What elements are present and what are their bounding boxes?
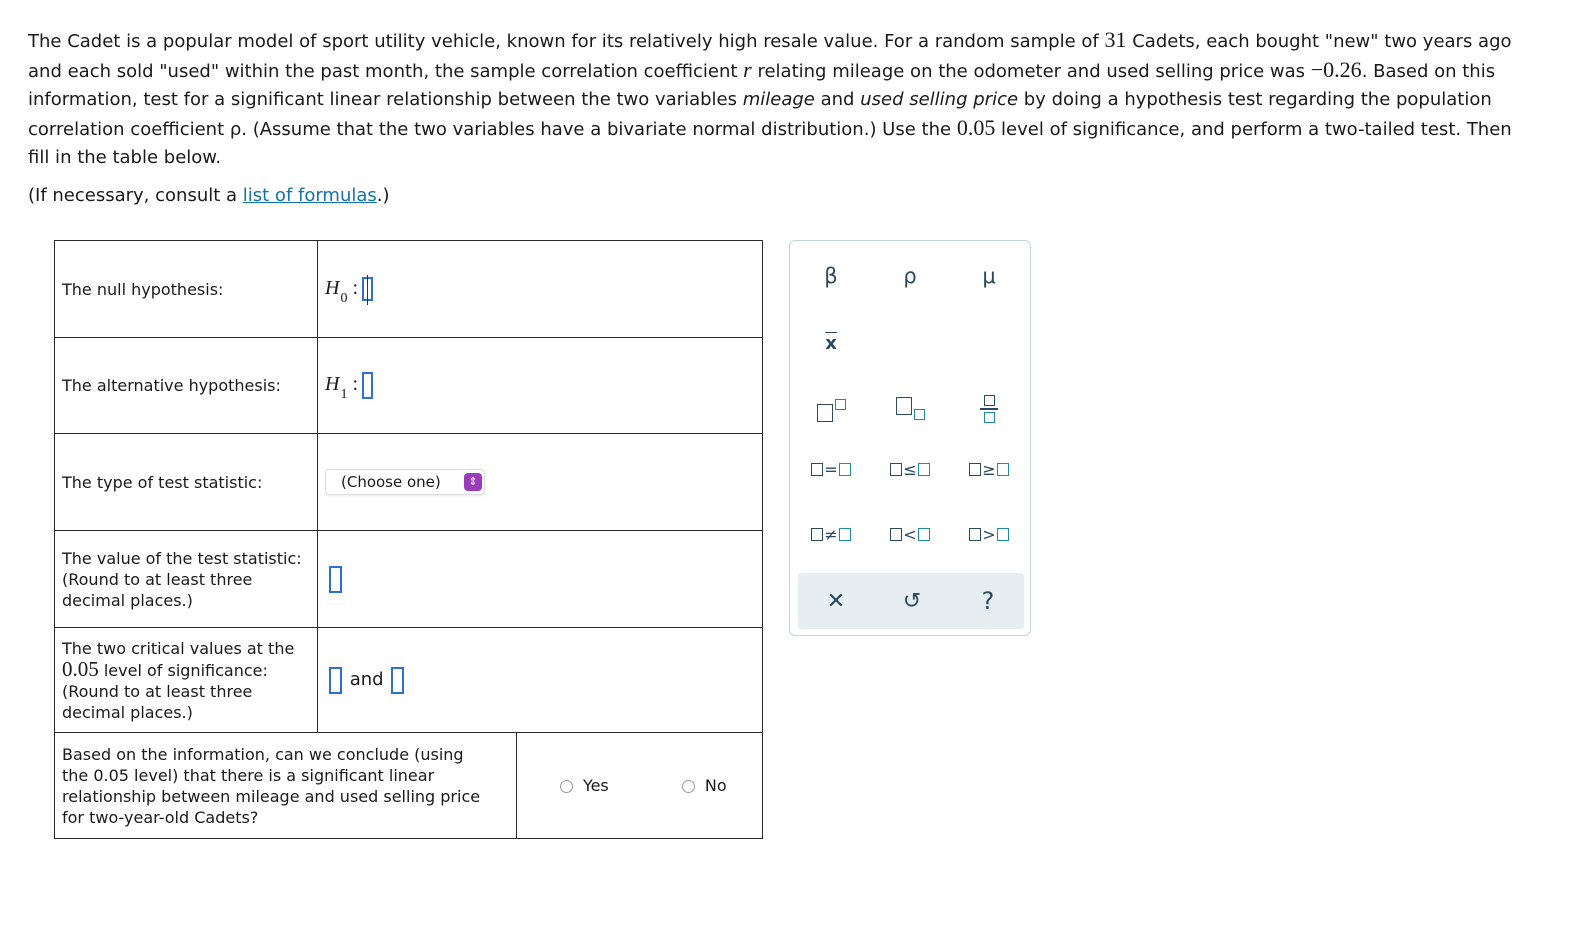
conclusion-question: Based on the information, can we conclude (using the 0.05 level) that there is a significant linear relationship between mileage and used selling price for two-year-old Cadets?	[55, 733, 517, 839]
critical-value-1-input[interactable]	[329, 667, 342, 694]
critical-value-2-input[interactable]	[391, 667, 404, 694]
test-value-label: The value of the test statistic: (Round to at least three decimal places.)	[55, 531, 318, 628]
superscript-key[interactable]	[801, 389, 861, 429]
alt-hypothesis-input[interactable]	[362, 372, 373, 399]
mu-key[interactable]: μ	[982, 264, 996, 288]
null-hypothesis-label: The null hypothesis:	[55, 241, 318, 338]
yes-option[interactable]: Yes	[560, 776, 609, 795]
clear-icon[interactable]: ✕	[826, 588, 846, 614]
alt-hypothesis-row: The alternative hypothesis: $H_1$ :	[55, 338, 763, 434]
yes-radio[interactable]	[560, 780, 573, 793]
greater-equal-key[interactable]: ≥	[959, 449, 1019, 489]
not-equal-key[interactable]: ≠	[801, 514, 861, 554]
sample-correlation: −0.26	[1310, 57, 1362, 82]
no-option[interactable]: No	[682, 776, 727, 795]
consult-note: (If necessary, consult a list of formulas.)	[28, 185, 390, 206]
sample-size: 31	[1104, 27, 1127, 52]
critical-values-row: The two critical values at the 0.05 level of significance: (Round to at least three decimal places.) and	[55, 628, 763, 733]
undo-icon[interactable]: ↺	[902, 588, 922, 614]
no-radio[interactable]	[682, 780, 695, 793]
test-type-select[interactable]: (Choose one) ⇕	[325, 469, 485, 495]
palette-actions	[798, 573, 1024, 629]
test-type-row	[55, 434, 763, 531]
less-equal-key[interactable]: ≤	[880, 449, 940, 489]
test-value-row	[55, 531, 763, 628]
conclusion-row	[55, 733, 763, 839]
critical-values-label: The two critical values at the 0.05 level of significance: (Round to at least three decimal places.)	[55, 628, 318, 733]
select-arrows-icon: ⇕	[464, 473, 482, 491]
greater-than-key[interactable]: >	[959, 514, 1019, 554]
null-hypothesis-row: The null hypothesis: $H_0$ :	[55, 241, 763, 338]
help-icon[interactable]: ?	[981, 587, 995, 615]
test-type-label: The type of test statistic:	[55, 434, 318, 531]
test-statistic-input[interactable]	[329, 566, 342, 593]
beta-key[interactable]: β	[824, 264, 838, 288]
answer-table	[54, 240, 763, 839]
alt-hypothesis-label: The alternative hypothesis:	[55, 338, 318, 434]
problem-statement: The Cadet is a popular model of sport utility vehicle, known for its relatively high resale value. For a random sample of 31 Cadets, each bought "new" two years ago and each sold "used" within the past month, the sample correlation coefficient r relating mileage on the odometer and used selling price was −0.26. Based on this information, test for a significant linear relationship between the two variables mileage and used selling price by doing a hypothesis test regarding the population correlation coefficient ρ. (Assume that the two variables have a bivariate normal distribution.) Use the 0.05 level of significance, and perform a two-tailed test. Then fill in the table below.	[28, 27, 1512, 168]
rho-key[interactable]: ρ	[903, 264, 917, 288]
less-than-key[interactable]: <	[880, 514, 940, 554]
fraction-key[interactable]	[959, 389, 1019, 429]
xbar-key[interactable]: $\overline{x}$	[825, 332, 837, 354]
subscript-key[interactable]	[880, 389, 940, 429]
equals-key[interactable]: =	[801, 449, 861, 489]
symbol-palette	[789, 240, 1031, 636]
formulas-link[interactable]: list of formulas	[242, 185, 377, 206]
null-hypothesis-input[interactable]	[362, 277, 373, 301]
